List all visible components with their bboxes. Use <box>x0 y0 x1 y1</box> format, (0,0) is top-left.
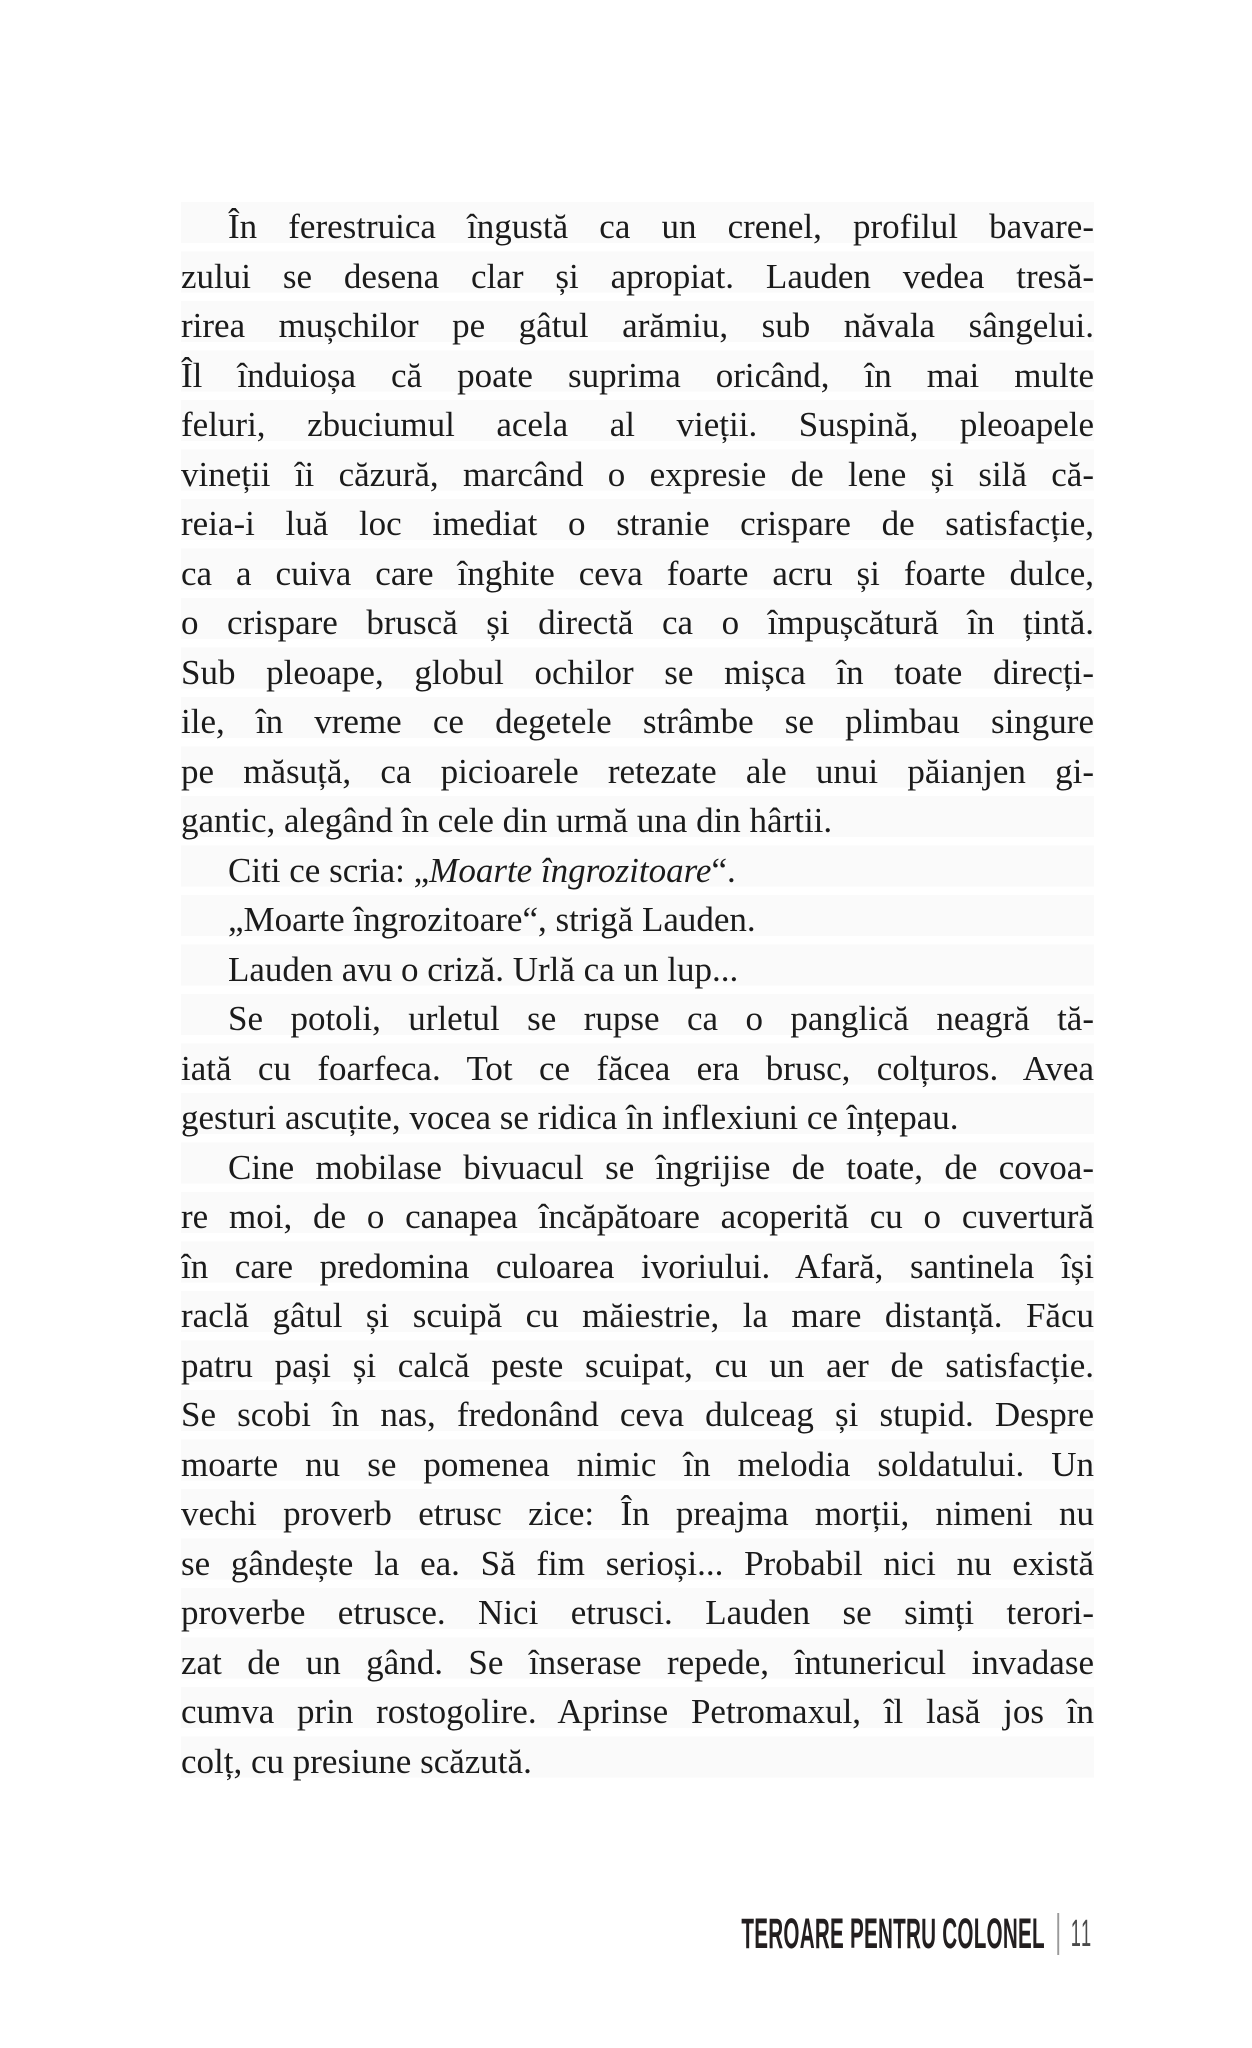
text-run: feluri, zbuciumul acela al vieții. Suspină, pleoapele <box>181 405 1094 444</box>
text-line <box>181 945 1094 995</box>
text-line <box>181 1737 1094 1787</box>
text-line <box>181 1489 1094 1539</box>
page-footer <box>742 1908 1093 1960</box>
text-run: re moi, de o canapea încăpătoare acoperită cu o cuvertură <box>181 1197 1094 1236</box>
text-line <box>181 252 1094 302</box>
text-line <box>181 895 1094 945</box>
text-line <box>181 1588 1094 1638</box>
text-line <box>181 1687 1094 1737</box>
text-run: zat de un gând. Se înserase repede, întunericul invadase <box>181 1642 1094 1682</box>
text-run: Cine mobilase bivuacul se îngrijise de toate, de covoa- <box>228 1147 1094 1187</box>
text-line <box>181 1093 1094 1143</box>
text-run: gesturi ascuțite, vocea se ridica în inflexiuni ce înțepau. <box>181 1098 959 1137</box>
text-run: Se scobi în nas, fredonând ceva dulceag și stupid. Despre <box>181 1395 1094 1434</box>
text-run: moarte nu se pomenea nimic în melodia soldatului. Un <box>181 1444 1094 1484</box>
text-line <box>181 1192 1094 1242</box>
text-line <box>181 1341 1094 1391</box>
text-line <box>181 1242 1094 1292</box>
text-run: Sub pleoape, globul ochilor se mișca în toate direcți- <box>181 652 1094 692</box>
text-run: vechi proverb etrusc zice: În preajma morții, nimeni nu <box>181 1494 1094 1533</box>
text-line <box>181 450 1094 500</box>
text-run: Citi ce scria: „ <box>228 850 430 890</box>
text-run: iată cu foarfeca. Tot ce făcea era brusc, colțuros. Avea <box>181 1048 1094 1088</box>
text-run: vineții îi căzură, marcând o expresie de lene și silă că- <box>181 454 1094 494</box>
text-run: Îl înduioșa că poate suprima oricând, în mai multe <box>181 355 1094 395</box>
text-run: raclă gâtul și scuipă cu măiestrie, la mare distanță. Făcu <box>181 1296 1094 1335</box>
text-run: Se potoli, urletul se rupse ca o panglică neagră tă- <box>228 999 1094 1038</box>
text-line <box>181 796 1094 846</box>
text-run: ile, în vreme ce degetele strâmbe se plimbau singure <box>181 702 1094 741</box>
text-run: cumva prin rostogolire. Aprinse Petromaxul, îl lasă jos în <box>181 1692 1094 1731</box>
text-line <box>181 549 1094 599</box>
italic-phrase: Moarte îngrozitoare <box>429 850 712 890</box>
text-run: “. <box>711 850 736 890</box>
text-run: se gândește la ea. Să fim serioși... Probabil nici nu există <box>181 1543 1094 1583</box>
text-line <box>181 598 1094 648</box>
text-run: proverbe etrusce. Nici etrusci. Lauden se simți terori- <box>181 1593 1094 1632</box>
text-line <box>181 1291 1094 1341</box>
text-line <box>181 1440 1094 1490</box>
running-title: TEROARE PENTRU COLONEL <box>741 1909 1046 1958</box>
text-line <box>181 301 1094 351</box>
text-run: zului se desena clar și apropiat. Lauden vedea tresă- <box>181 256 1094 296</box>
text-line <box>181 202 1094 252</box>
body-text <box>181 202 1094 1786</box>
text-run: gantic, alegând în cele din urmă una din hârtii. <box>181 801 833 840</box>
text-line <box>181 351 1094 401</box>
text-run: În ferestruica îngustă ca un crenel, profilul bavare- <box>228 207 1094 246</box>
footer-separator <box>1058 1913 1060 1955</box>
text-line <box>181 1638 1094 1688</box>
text-run: ca a cuiva care înghite ceva foarte acru și foarte dulce, <box>181 553 1094 593</box>
text-run: patru pași și calcă peste scuipat, cu un aer de satisfacție. <box>181 1345 1094 1385</box>
text-run: pe măsuță, ca picioarele retezate ale unui păianjen gi- <box>181 751 1094 791</box>
text-line <box>181 747 1094 797</box>
text-line <box>181 846 1094 896</box>
text-run: în care predomina culoarea ivoriului. Afară, santinela își <box>181 1246 1094 1286</box>
page-number: 11 <box>1071 1912 1093 1955</box>
text-line <box>181 697 1094 747</box>
text-line <box>181 994 1094 1044</box>
text-line <box>181 1539 1094 1589</box>
text-line <box>181 1143 1094 1193</box>
text-run: rirea mușchilor pe gâtul arămiu, sub năvala sângelui. <box>181 306 1094 345</box>
text-line <box>181 1390 1094 1440</box>
text-run: o crispare bruscă și directă ca o împușcătură în țintă. <box>181 603 1094 642</box>
text-line <box>181 648 1094 698</box>
text-line <box>181 400 1094 450</box>
text-line <box>181 1044 1094 1094</box>
text-run: reia-i luă loc imediat o stranie crispare de satisfacție, <box>181 504 1094 543</box>
text-run: colț, cu presiune scăzută. <box>181 1741 532 1781</box>
text-run: „Moarte îngrozitoare“, strigă Lauden. <box>228 900 756 939</box>
text-line <box>181 499 1094 549</box>
text-run: Lauden avu o criză. Urlă ca un lup... <box>228 949 739 989</box>
